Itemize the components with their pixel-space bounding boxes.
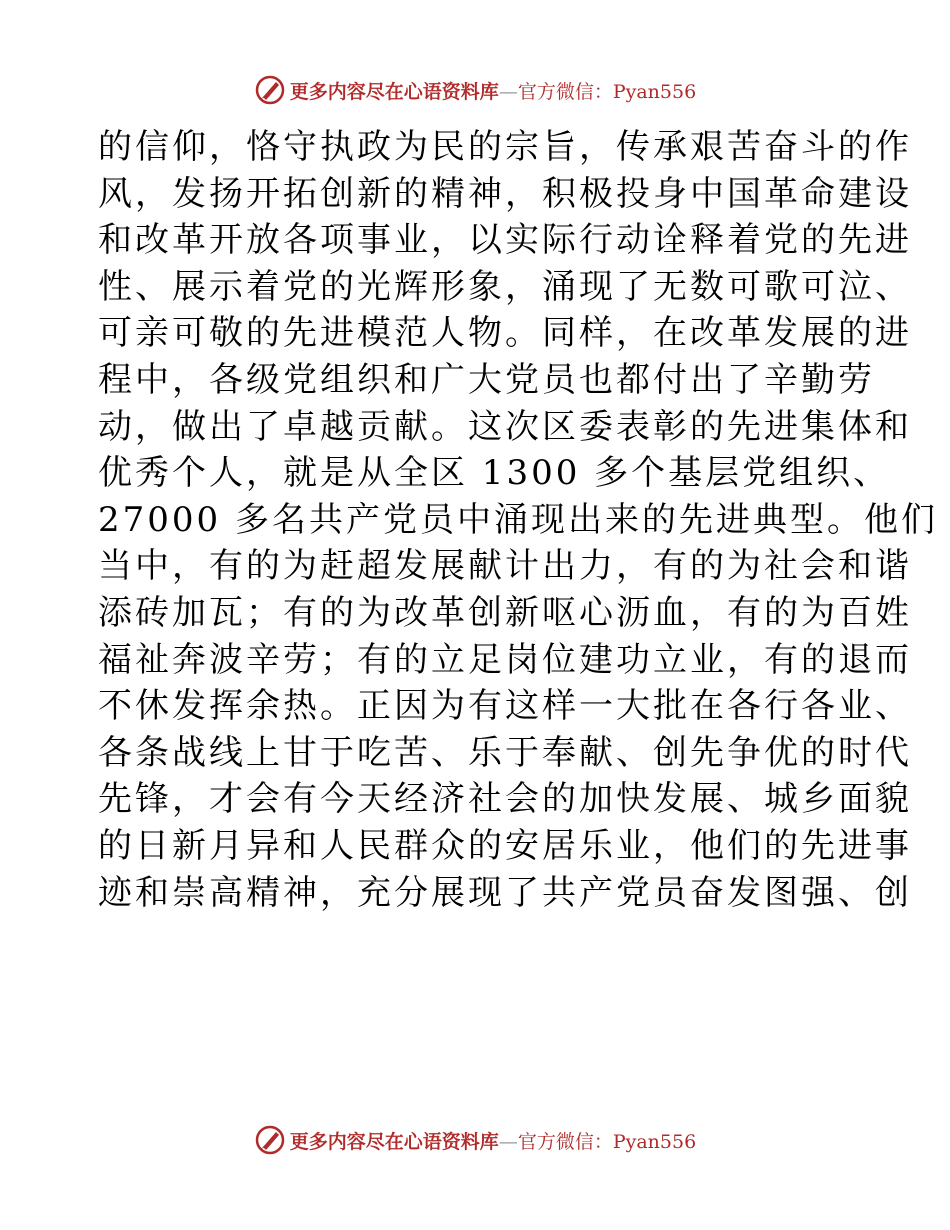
body-line: 的日新月异和人民群众的安居乐业，他们的先进事 xyxy=(98,825,912,866)
body-line: 优秀个人，就是从全区 1300 多个基层党组织、 xyxy=(98,453,891,494)
body-line: 27000 多名共产党员中涌现出来的先进典型。他们 xyxy=(98,499,938,540)
banner-account: Pyan556 xyxy=(612,1130,697,1153)
quill-pen-logo-icon xyxy=(254,1124,286,1156)
banner-separator: — xyxy=(498,80,518,103)
body-line: 各条战线上甘于吃苦、乐于奉献、创先争优的时代 xyxy=(98,732,912,773)
body-line: 添砖加瓦；有的为改革创新呕心沥血，有的为百姓 xyxy=(98,592,912,633)
body-line: 和改革开放各项事业，以实际行动诠释着党的先进 xyxy=(98,220,912,261)
banner-text xyxy=(290,77,696,104)
body-line: 程中，各级党组织和广大党员也都付出了辛勤劳 xyxy=(98,359,875,400)
document-body xyxy=(98,124,938,916)
banner-sub-text: 官方微信： xyxy=(517,1130,613,1153)
body-line: 福祉奔波辛劳；有的立足岗位建功立业，有的退而 xyxy=(98,639,912,680)
footer-banner xyxy=(0,1120,950,1160)
banner-text xyxy=(290,1127,696,1154)
body-line: 的信仰，恪守执政为民的宗旨，传承艰苦奋斗的作 xyxy=(98,127,912,167)
header-banner xyxy=(0,70,950,110)
banner-account: Pyan556 xyxy=(612,80,697,103)
banner-separator: — xyxy=(498,1130,518,1153)
body-line: 可亲可敬的先进模范人物。同样，在改革发展的进 xyxy=(98,313,912,354)
body-line: 不休发挥余热。正因为有这样一大批在各行各业、 xyxy=(98,686,912,727)
body-line: 性、展示着党的光辉形象，涌现了无数可歌可泣、 xyxy=(98,266,912,307)
banner-sub-text: 官方微信： xyxy=(517,80,613,103)
body-line: 当中，有的为赶超发展献计出力，有的为社会和谐 xyxy=(98,546,912,587)
banner-main-text: 更多内容尽在心语资料库 xyxy=(289,1130,499,1153)
body-line: 动，做出了卓越贡献。这次区委表彰的先进集体和 xyxy=(98,406,912,447)
body-line: 风，发扬开拓创新的精神，积极投身中国革命建设 xyxy=(98,173,912,214)
banner-main-text: 更多内容尽在心语资料库 xyxy=(289,80,499,103)
body-line: 迹和崇高精神，充分展现了共产党员奋发图强、创 xyxy=(98,872,912,913)
quill-pen-logo-icon xyxy=(254,74,286,106)
body-line: 先锋，才会有今天经济社会的加快发展、城乡面貌 xyxy=(98,779,912,820)
